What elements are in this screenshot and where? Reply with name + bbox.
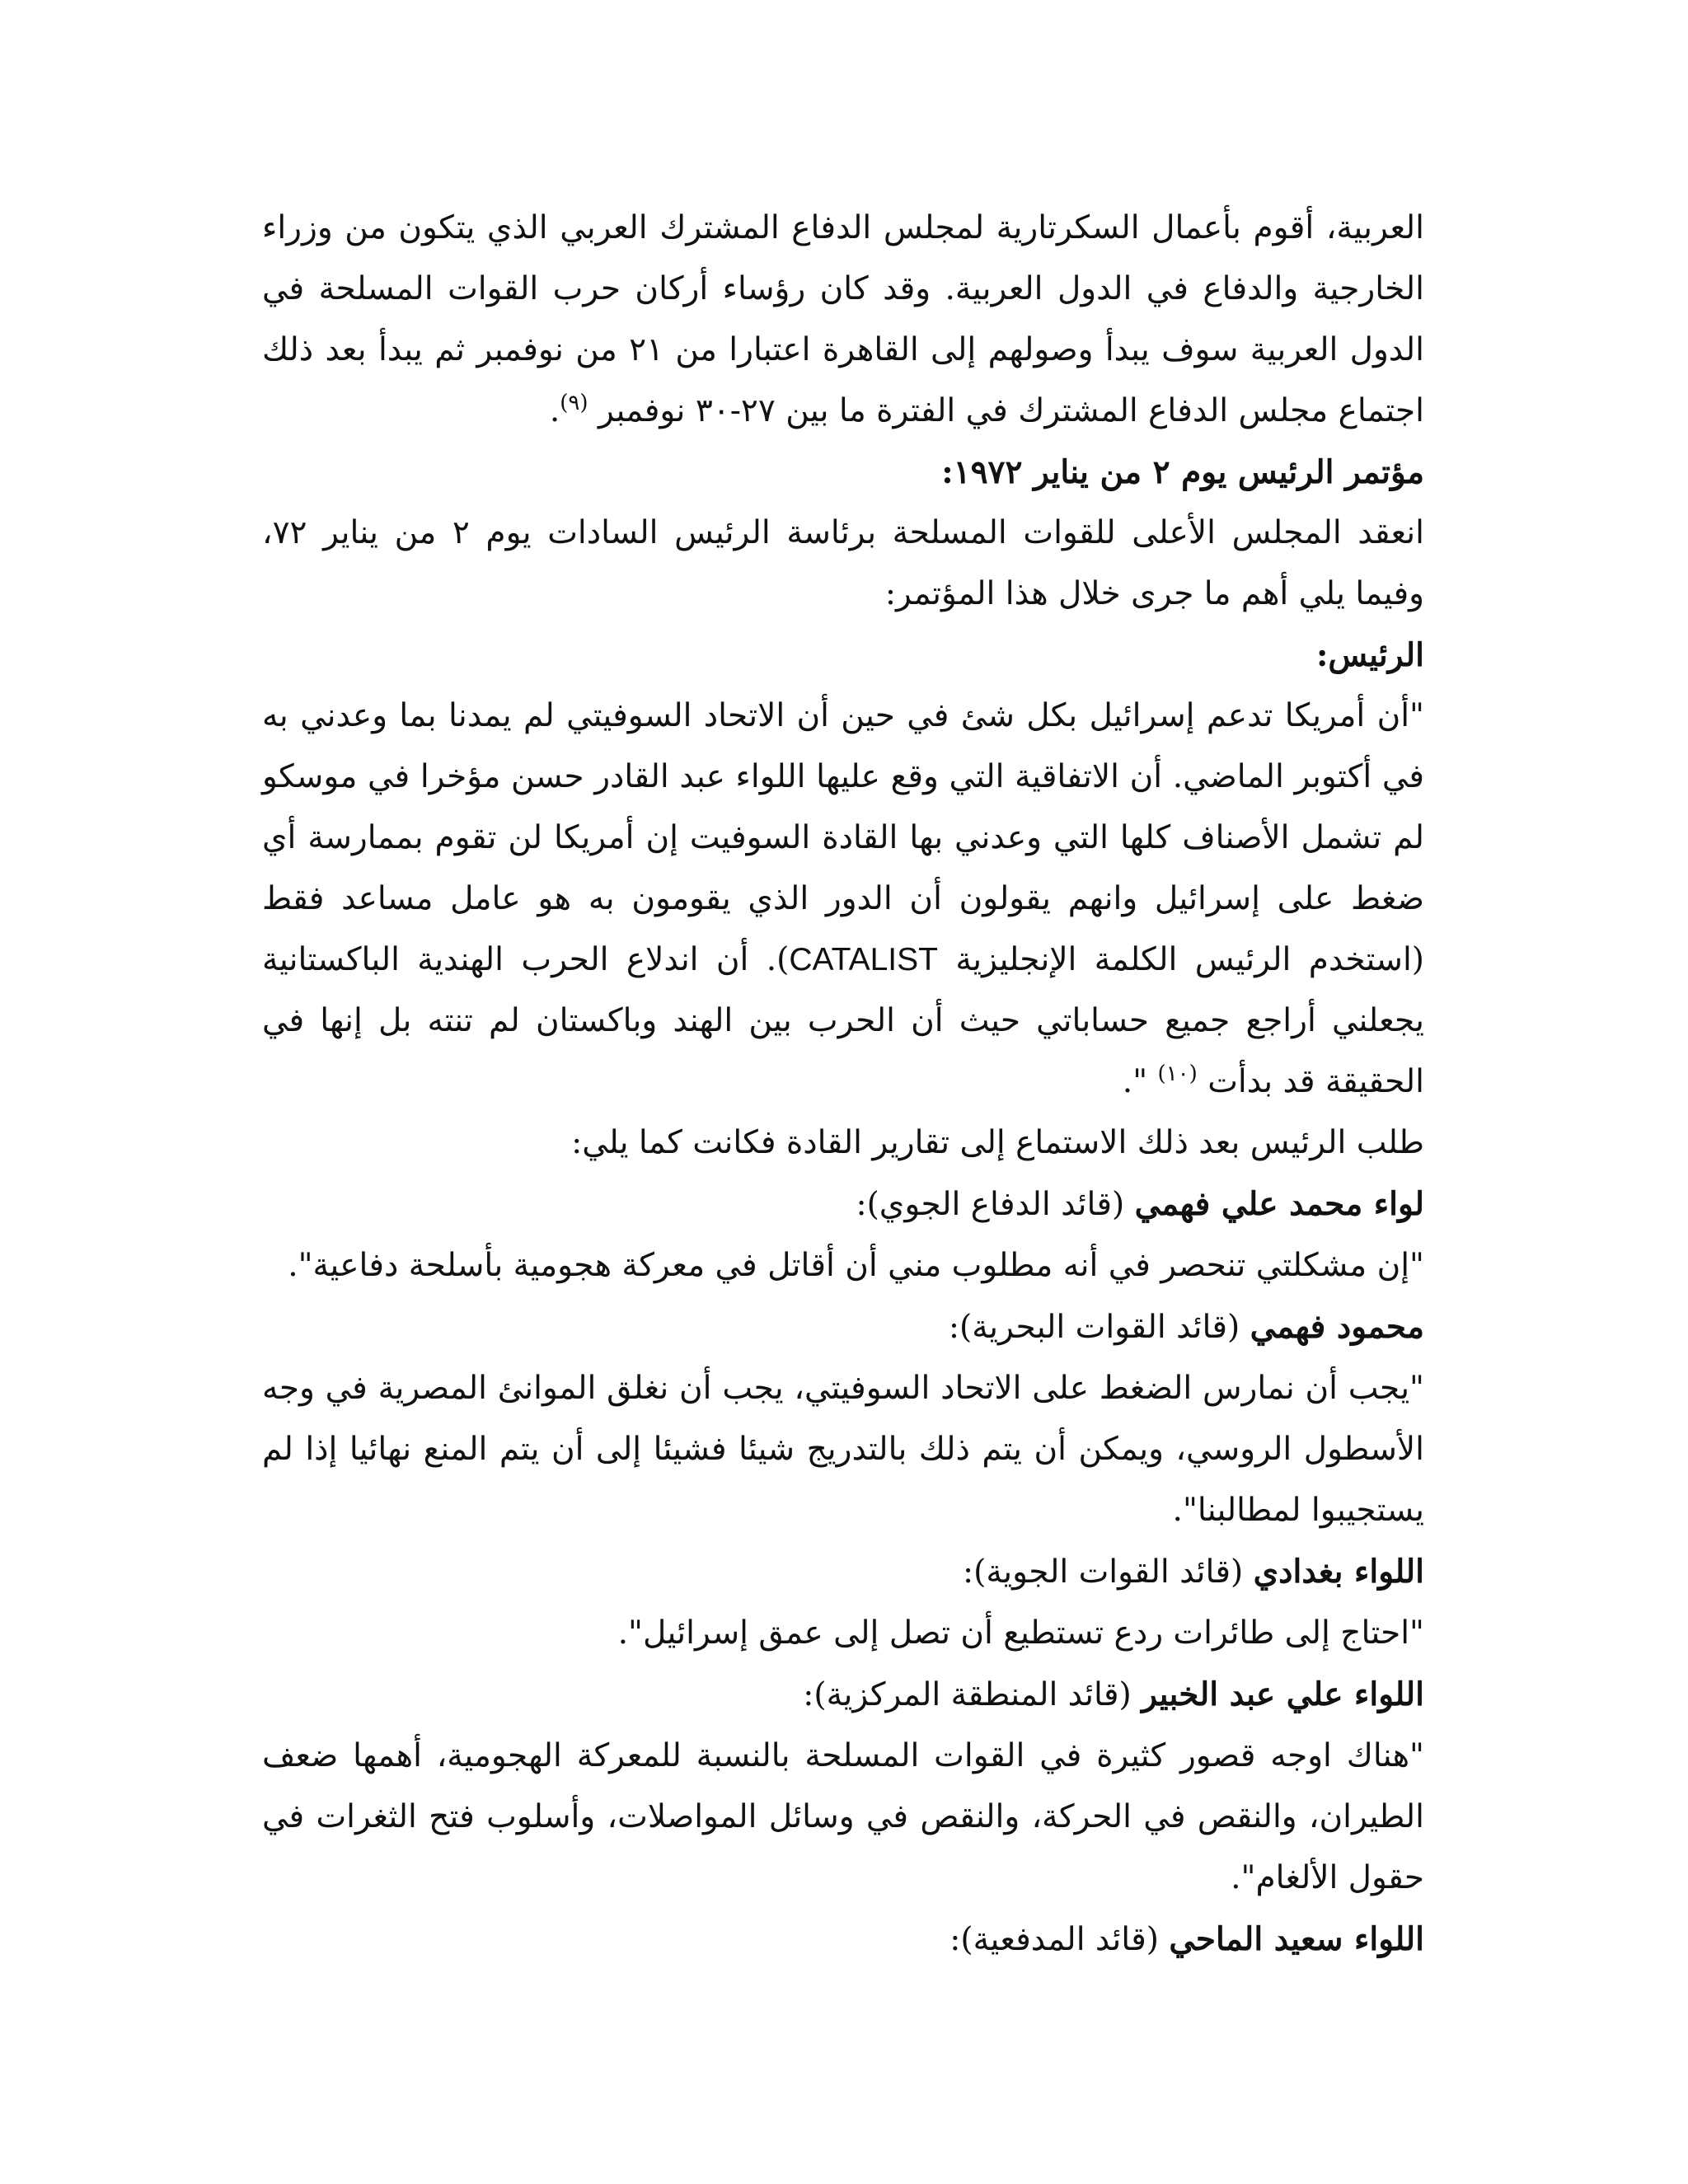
speaker-role: (قائد الدفاع الجوي): bbox=[856, 1186, 1135, 1223]
paragraph-council-secretariat: العربية، أقوم بأعمال السكرتارية لمجلس الدفاع المشترك العربي الذي يتكون من وزراء الخارجية والدفاع في الدول العربية. وقد كان رؤساء أركان حرب القوات المسلحة في الدول العربية سوف يبدأ وصولهم إلى القاهرة اعتبارا من ٢١ من نوفمبر ثم يبدأ بعد ذلك اجتماع مجلس الدفاع المشترك في الفترة ما بين ٢٧-٣٠ نوفمبر $^{(٩)}$. bbox=[262, 209, 1424, 429]
footnote-ref-10: (١٠) bbox=[1157, 1062, 1198, 1086]
speaker-name: اللواء سعيد الماحي bbox=[1169, 1920, 1424, 1958]
speaker-central-region bbox=[262, 1664, 1424, 1726]
speaker-name: اللواء بغدادي bbox=[1253, 1553, 1424, 1591]
quote-air-force: "احتاج إلى طائرات ردع تستطيع أن تصل إلى عمق إسرائيل". bbox=[617, 1615, 1424, 1652]
quote-central-region: "هناك اوجه قصور كثيرة في القوات المسلحة بالنسبة للمعركة الهجومية، أهمها ضعف الطيران، والنقص في الحركة، والنقص في وسائل المواصلات، وأسلوب فتح الثغرات في حقول الألغام". bbox=[262, 1737, 1424, 1896]
paragraph-council-meeting: انعقد المجلس الأعلى للقوات المسلحة برئاسة الرئيس السادات يوم ٢ من يناير ٧٢، وفيما يلي أهم ما جرى خلال هذا المؤتمر: bbox=[262, 514, 1424, 612]
heading-president-conference: مؤتمر الرئيس يوم ٢ من يناير ١٩٧٢: bbox=[941, 453, 1424, 491]
document-body bbox=[262, 198, 1424, 1971]
speaker-artillery bbox=[262, 1909, 1424, 1971]
speaker-role: (قائد القوات الجوية): bbox=[963, 1554, 1254, 1591]
speaker-name: اللواء علي عبد الخبير bbox=[1142, 1675, 1424, 1713]
speaker-name: محمود فهمي bbox=[1250, 1308, 1424, 1346]
speaker-role: (قائد المدفعية): bbox=[950, 1921, 1170, 1958]
quote-air-defense: "إن مشكلتي تنحصر في أنه مطلوب مني أن أقاتل في معركة هجومية بأسلحة دفاعية". bbox=[288, 1247, 1424, 1284]
speaker-name: لواء محمد علي فهمي bbox=[1134, 1185, 1424, 1223]
speaker-air-defense bbox=[262, 1174, 1424, 1235]
speaker-role: (قائد المنطقة المركزية): bbox=[803, 1676, 1142, 1713]
quote-navy: "يجب أن نمارس الضغط على الاتحاد السوفيتي، يجب أن نغلق الموانئ المصرية في وجه الأسطول الروسي، ويمكن أن يتم ذلك بالتدريج شيئا فشيئا إلى أن يتم المنع نهائيا إذا لم يستجيبوا لمطالبنا". bbox=[262, 1370, 1424, 1529]
speaker-navy bbox=[262, 1296, 1424, 1358]
heading-president: الرئيس: bbox=[1316, 636, 1424, 674]
speaker-air-force bbox=[262, 1541, 1424, 1603]
footnote-ref-9: (٩) bbox=[560, 391, 588, 415]
latin-word-catalist: CATALIST bbox=[789, 942, 938, 977]
speaker-role: (قائد القوات البحرية): bbox=[948, 1309, 1250, 1346]
paragraph-president-speech: "أن أمريكا تدعم إسرائيل بكل شئ في حين أن الاتحاد السوفيتي لم يمدنا بما وعدني به في أكتوبر الماضي. أن الاتفاقية التي وقع عليها اللواء عبد القادر حسن مؤخرا في موسكو لم تشمل الأصناف كلها التي وعدني بها القادة السوفيت إن أمريكا لن تقوم بممارسة أي ضغط على إسرائيل وانهم يقولون أن الدور الذي يقومون به هو عامل مساعد فقط (استخدم الرئيس الكلمة الإنجليزية CATALIST). أن اندلاع الحرب الهندية الباكستانية يجعلني أراجع جميع حساباتي حيث أن الحرب بين الهند وباكستان لم تنته بل إنها في الحقيقة قد بدأت $^{(١٠)}$ ". bbox=[262, 697, 1424, 1100]
paragraph-reports-request: طلب الرئيس بعد ذلك الاستماع إلى تقارير القادة فكانت كما يلي: bbox=[571, 1124, 1424, 1161]
